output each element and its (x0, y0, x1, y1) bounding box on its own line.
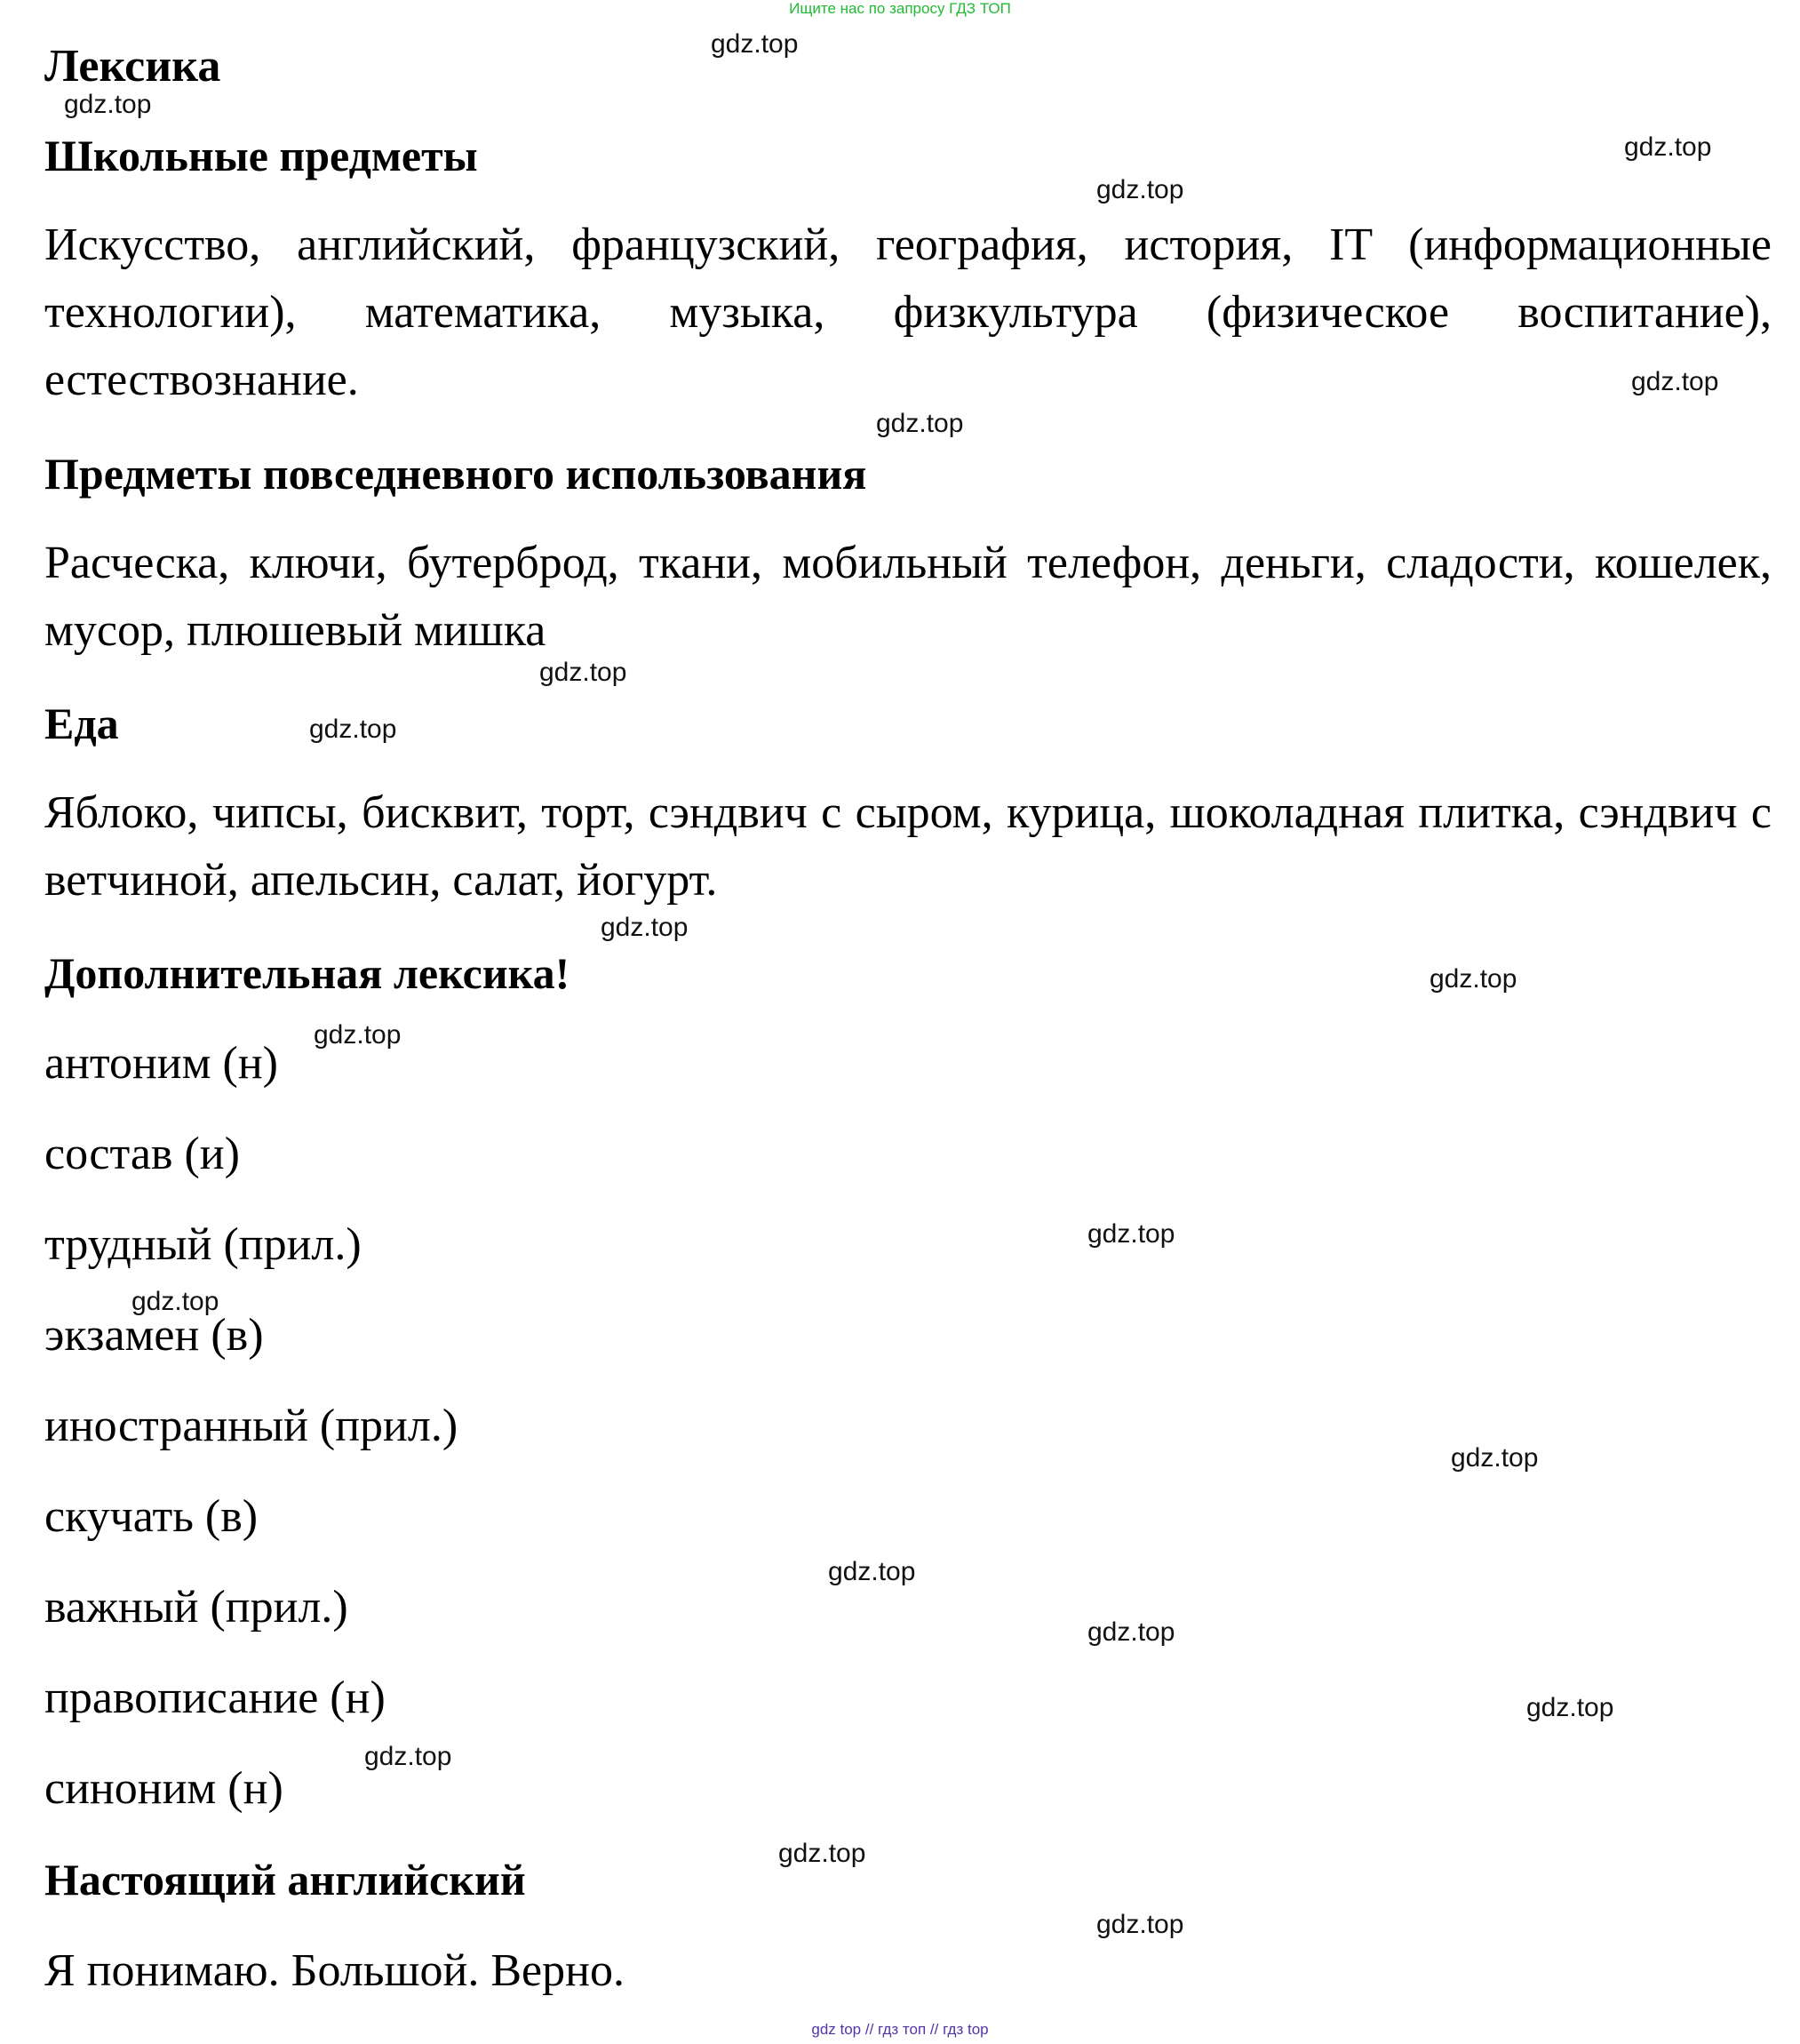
watermark: gdz.top (1087, 1617, 1175, 1647)
bottom-banner (0, 2021, 1800, 2039)
watermark: gdz.top (1430, 964, 1517, 994)
bottom-banner-separator: // (864, 2021, 874, 2038)
watermark: gdz.top (1451, 1443, 1539, 1473)
heading-food: Еда (44, 699, 119, 748)
watermark: gdz.top (1096, 175, 1184, 204)
vocab-item: состав (и) (44, 1129, 240, 1179)
vocab-item: трудный (прил.) (44, 1219, 362, 1270)
watermark: gdz.top (1087, 1219, 1175, 1249)
heading-school-subjects: Школьные предметы (44, 131, 478, 180)
top-banner: Ищите нас по запросу ГДЗ ТОП (789, 0, 1011, 17)
bottom-banner-item: гдз топ (878, 2021, 927, 2038)
vocab-item: важный (прил.) (44, 1582, 348, 1633)
vocab-item: скучать (в) (44, 1491, 259, 1542)
paragraph-food: Яблоко, чипсы, бисквит, торт, сэндвич с сыром, курица, шоколадная плитка, сэндвич с ветчиной, апельсин, салат, йогурт. (44, 787, 1772, 906)
watermark: gdz.top (1631, 367, 1719, 396)
paragraph-school-subjects: Искусство, английский, французский, география, история, IT (информационные технологии), математика, музыка, физкультура (физическое воспитание), естествознание. (44, 220, 1772, 405)
watermark: gdz.top (828, 1557, 916, 1586)
watermark: gdz.top (364, 1742, 452, 1771)
vocab-item: синоним (н) (44, 1763, 283, 1814)
heading-real-english: Настоящий английский (44, 1855, 526, 1904)
watermark: gdz.top (778, 1839, 866, 1868)
watermark: gdz.top (309, 715, 397, 744)
watermark: gdz.top (64, 90, 152, 119)
bottom-banner-item: гдз top (943, 2021, 989, 2038)
bottom-banner-item: gdz top (811, 2021, 862, 2038)
watermark: gdz.top (314, 1020, 402, 1050)
watermark: gdz.top (1624, 132, 1712, 162)
vocab-item: экзамен (в) (44, 1310, 264, 1361)
watermark: gdz.top (601, 913, 689, 942)
watermark: gdz.top (1526, 1693, 1614, 1722)
bottom-banner-separator: // (929, 2021, 939, 2038)
paragraph-real-english: Я понимаю. Большой. Верно. (44, 1945, 625, 1996)
watermark: gdz.top (539, 658, 627, 687)
paragraph-everyday-items: Расческа, ключи, бутерброд, ткани, мобильный телефон, деньги, сладости, кошелек, мусор, плюшевый мишка (44, 538, 1772, 656)
watermark: gdz.top (131, 1287, 219, 1316)
watermark: gdz.top (876, 409, 964, 438)
heading-everyday-items: Предметы повседневного использования (44, 449, 867, 499)
page-title: Лексика (44, 41, 221, 92)
vocab-item: антоним (н) (44, 1038, 278, 1089)
watermark: gdz.top (1096, 1910, 1184, 1939)
vocab-item: иностранный (прил.) (44, 1401, 458, 1451)
heading-extra-vocabulary: Дополнительная лексика! (44, 948, 570, 998)
watermark: gdz.top (711, 29, 799, 59)
vocab-item: правописание (н) (44, 1673, 386, 1723)
